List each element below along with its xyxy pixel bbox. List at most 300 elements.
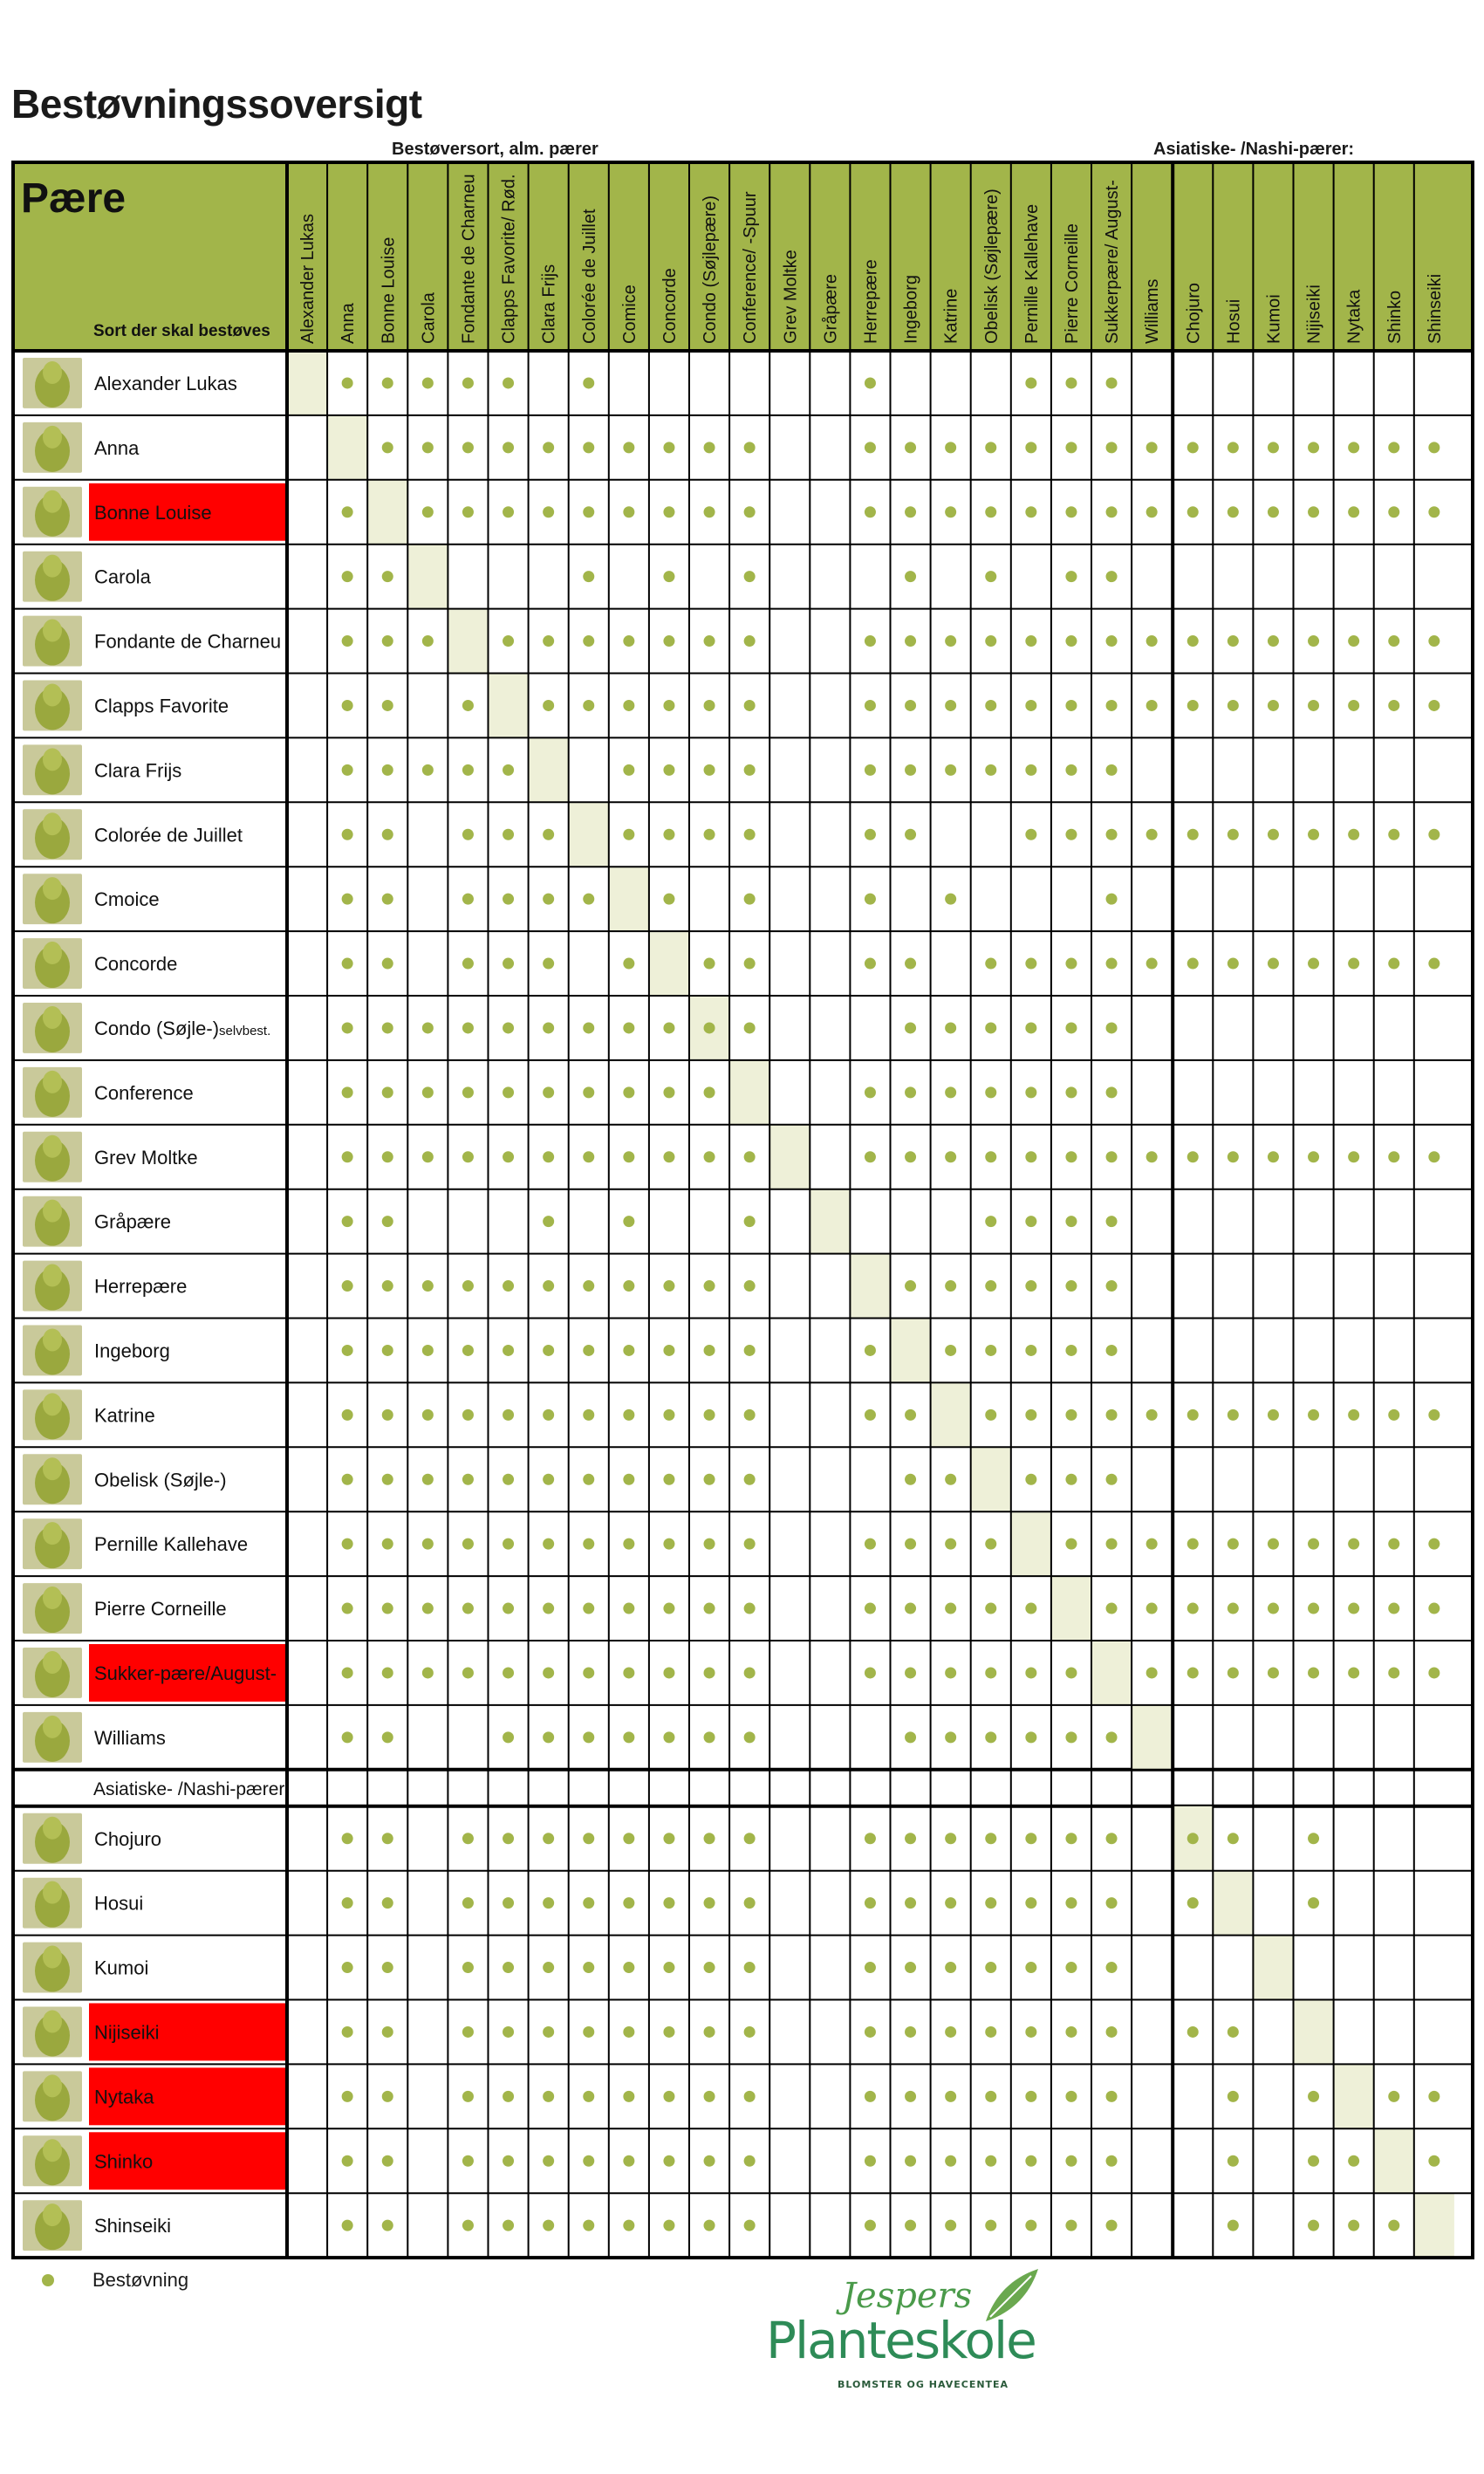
pollination-dot — [1025, 1474, 1036, 1485]
pollination-dot — [422, 635, 434, 647]
pollination-dot — [1065, 1409, 1077, 1421]
pollination-dot — [744, 1539, 756, 1550]
pear-top-icon — [43, 1135, 62, 1158]
pollination-dot — [342, 1022, 353, 1033]
pollination-dot — [663, 894, 674, 905]
pollination-dot — [945, 1962, 956, 1973]
pollination-dot — [865, 1897, 876, 1909]
pollination-dot — [1106, 1086, 1118, 1098]
pollination-dot — [462, 1151, 474, 1162]
pollination-dot — [1106, 1731, 1118, 1743]
pollination-dot — [1268, 1603, 1279, 1614]
pollination-dot — [503, 1280, 514, 1292]
pollination-dot — [503, 1539, 514, 1550]
pollination-dot — [905, 635, 916, 647]
pollination-dot — [1348, 1409, 1359, 1421]
pollination-dot — [543, 1897, 554, 1909]
pollination-dot — [1228, 2091, 1239, 2102]
pollination-dot — [1025, 1345, 1036, 1356]
pollination-dot — [1388, 442, 1399, 453]
pollination-dot — [382, 2091, 393, 2102]
pollination-dot — [865, 1345, 876, 1356]
pollination-dot — [382, 894, 393, 905]
variety-name: Hosui — [94, 1892, 144, 1915]
logo — [759, 2260, 1047, 2417]
pollination-dot — [422, 1022, 434, 1033]
pollination-dot — [583, 1731, 594, 1743]
pollination-dot — [1065, 2026, 1077, 2038]
pollination-dot — [623, 1474, 634, 1485]
pollination-dot — [1106, 1022, 1118, 1033]
pollination-dot — [1106, 764, 1118, 776]
column-label: Alexander Lukas — [298, 214, 318, 344]
pollination-dot — [543, 506, 554, 517]
pollination-dot — [462, 2220, 474, 2231]
pear-top-icon — [43, 1587, 62, 1609]
pollination-dot — [342, 1833, 353, 1844]
pollination-dot — [543, 1962, 554, 1973]
pollination-dot — [462, 1667, 474, 1678]
pollination-dot — [503, 958, 514, 970]
pollination-dot — [1228, 506, 1239, 517]
pollination-dot — [623, 1897, 634, 1909]
pollination-dot — [945, 1897, 956, 1909]
pollination-dot — [945, 1345, 956, 1356]
pollination-dot — [1106, 1539, 1118, 1550]
pollination-dot — [905, 1086, 916, 1098]
pollination-dot — [905, 2091, 916, 2102]
logo-tagline: BLOMSTER OG HAVECENTEA — [838, 2379, 1009, 2390]
pollination-dot — [543, 1474, 554, 1485]
pollination-dot — [623, 1022, 634, 1033]
self-cell — [407, 545, 448, 609]
self-cell — [1253, 1936, 1293, 2000]
variety-photo — [23, 1583, 82, 1634]
pollination-dot — [1348, 635, 1359, 647]
pollination-dot — [543, 1409, 554, 1421]
column-label: Hosui — [1224, 298, 1244, 344]
pollination-dot — [744, 442, 756, 453]
pollination-dot — [583, 506, 594, 517]
pollination-dot — [462, 1345, 474, 1356]
pollination-dot — [1348, 1603, 1359, 1614]
pollination-dot — [342, 1216, 353, 1227]
pear-top-icon — [43, 1457, 62, 1480]
pear-top-icon — [43, 1006, 62, 1029]
pollination-dot — [1308, 1667, 1319, 1678]
variety-photo — [23, 2007, 82, 2058]
pollination-dot — [422, 442, 434, 453]
pollination-dot — [503, 1603, 514, 1614]
pollination-dot — [865, 1151, 876, 1162]
pollination-dot — [543, 700, 554, 711]
column-label: Bonne Louise — [379, 236, 399, 344]
pear-top-icon — [43, 1200, 62, 1223]
pollination-dot — [623, 1151, 634, 1162]
pollination-dot — [663, 700, 674, 711]
column-label: Comice — [619, 284, 639, 344]
pollination-dot — [1065, 700, 1077, 711]
variety-photo — [23, 1878, 82, 1929]
pollination-dot — [744, 1897, 756, 1909]
pollination-dot — [905, 1280, 916, 1292]
pollination-dot — [1106, 1409, 1118, 1421]
pear-top-icon — [43, 426, 62, 449]
pollination-dot — [945, 2155, 956, 2167]
pollination-dot — [422, 1151, 434, 1162]
pollination-dot — [1146, 1151, 1158, 1162]
pollination-dot — [462, 1962, 474, 1973]
pollination-dot — [1065, 1280, 1077, 1292]
pollination-dot — [1025, 829, 1036, 840]
pollination-dot — [945, 1603, 956, 1614]
pollination-dot — [623, 829, 634, 840]
variety-name: Carola — [94, 565, 151, 588]
pollination-dot — [905, 764, 916, 776]
pollination-dot — [985, 1603, 996, 1614]
pollination-dot — [865, 442, 876, 453]
column-label: Nijiseiki — [1304, 284, 1324, 344]
pollination-dot — [462, 442, 474, 453]
pollination-dot — [623, 442, 634, 453]
pollination-dot — [1025, 958, 1036, 970]
column-label: Sukkerpære/ August- — [1103, 180, 1123, 344]
pollination-dot — [382, 1603, 393, 1614]
pollination-dot — [663, 635, 674, 647]
pollination-dot — [503, 2091, 514, 2102]
variety-name: Pierre Corneille — [94, 1598, 227, 1621]
self-cell — [1051, 1576, 1091, 1641]
pollination-dot — [1388, 635, 1399, 647]
pollination-dot — [583, 635, 594, 647]
pollination-dot — [865, 894, 876, 905]
pollination-dot — [543, 894, 554, 905]
pollination-dot — [543, 2220, 554, 2231]
group-label: Asiatiske- /Nashi-pærer: — [93, 1778, 291, 1799]
pollination-dot — [1025, 1086, 1036, 1098]
pollination-dot — [623, 1086, 634, 1098]
pollination-dot — [503, 377, 514, 388]
pollination-dot — [1065, 571, 1077, 582]
pear-top-icon — [43, 1393, 62, 1415]
pollination-dot — [865, 829, 876, 840]
pollination-dot — [1308, 829, 1319, 840]
pollination-dot — [382, 1280, 393, 1292]
pollination-dot — [663, 1345, 674, 1356]
pollination-dot — [1106, 377, 1118, 388]
pollination-dot — [663, 1603, 674, 1614]
pollination-dot — [1187, 1833, 1199, 1844]
variety-name: Sukker-pære/August- — [94, 1662, 277, 1684]
pollination-dot — [1228, 635, 1239, 647]
pollination-dot — [462, 829, 474, 840]
self-cell — [1132, 1705, 1172, 1770]
variety-photo — [23, 616, 82, 667]
pollination-dot — [945, 635, 956, 647]
pollination-dot — [583, 1539, 594, 1550]
pollination-dot — [704, 2026, 715, 2038]
pollination-dot — [744, 1474, 756, 1485]
pollination-dot — [1065, 1474, 1077, 1485]
pollination-dot — [1025, 2026, 1036, 2038]
pollination-dot — [382, 1409, 393, 1421]
pollination-dot — [1146, 1667, 1158, 1678]
self-cell — [489, 674, 529, 738]
pollination-dot — [905, 1962, 916, 1973]
pollination-dot — [503, 1962, 514, 1973]
pollination-dot — [342, 2026, 353, 2038]
pear-top-icon — [43, 1328, 62, 1351]
pollination-dot — [1065, 2155, 1077, 2167]
pollination-dot — [543, 2155, 554, 2167]
variety-name: Clapps Favorite — [94, 695, 229, 717]
pollination-dot — [1025, 2155, 1036, 2167]
pollination-dot — [1106, 571, 1118, 582]
pollination-dot — [663, 1731, 674, 1743]
variety-name: Ingeborg — [94, 1340, 170, 1362]
pollination-dot — [663, 764, 674, 776]
pollination-dot — [744, 2091, 756, 2102]
pollination-dot — [583, 1962, 594, 1973]
pollination-dot — [1228, 700, 1239, 711]
pollination-dot — [422, 1086, 434, 1098]
pollination-dot — [1106, 894, 1118, 905]
pollination-dot — [422, 1409, 434, 1421]
pollination-dot — [1065, 829, 1077, 840]
pollination-dot — [543, 442, 554, 453]
pollination-dot — [865, 2026, 876, 2038]
pollination-dot — [1308, 1833, 1319, 1844]
pear-top-icon — [43, 361, 62, 384]
pollination-dot — [342, 1667, 353, 1678]
self-cell — [931, 1382, 971, 1447]
pollination-dot — [1065, 1086, 1077, 1098]
pollination-dot — [342, 1151, 353, 1162]
pollination-dot — [663, 571, 674, 582]
pollination-dot — [865, 2091, 876, 2102]
pollination-dot — [1065, 958, 1077, 970]
pollination-dot — [382, 1151, 393, 1162]
pollination-dot — [1388, 1539, 1399, 1550]
pollination-dot — [583, 442, 594, 453]
pollination-dot — [945, 700, 956, 711]
pollination-dot — [462, 1539, 474, 1550]
pollination-dot — [985, 1280, 996, 1292]
pollination-dot — [583, 1409, 594, 1421]
pollination-dot — [1025, 377, 1036, 388]
pollination-dot — [583, 1151, 594, 1162]
pollination-dot — [503, 506, 514, 517]
pollination-dot — [985, 2155, 996, 2167]
pollination-dot — [583, 2091, 594, 2102]
pollination-dot — [1065, 1539, 1077, 1550]
pollination-dot — [543, 1280, 554, 1292]
pollination-dot — [704, 1962, 715, 1973]
pollination-dot — [985, 1667, 996, 1678]
pollination-dot — [342, 1603, 353, 1614]
pollination-dot — [1187, 700, 1199, 711]
self-cell — [1374, 2128, 1414, 2193]
pollination-dot — [985, 506, 996, 517]
pollination-dot — [462, 958, 474, 970]
pollination-dot — [1065, 1667, 1077, 1678]
column-label: Conference/ -Spuur — [741, 191, 761, 344]
pollination-dot — [865, 2155, 876, 2167]
pear-top-icon — [43, 1522, 62, 1545]
pollination-dot — [462, 894, 474, 905]
pollination-dot — [1065, 377, 1077, 388]
column-label: Shinko — [1385, 290, 1405, 344]
pollination-dot — [1025, 1216, 1036, 1227]
pollination-dot — [583, 1086, 594, 1098]
pollination-dot — [422, 506, 434, 517]
pollination-dot — [1348, 1151, 1359, 1162]
pollination-dot — [1146, 506, 1158, 517]
variety-photo — [23, 1003, 82, 1053]
pollination-dot — [1228, 442, 1239, 453]
variety-name: Kumoi — [94, 1957, 149, 1979]
row-axis-label: Sort der skal bestøves — [93, 322, 270, 340]
pollination-dot — [583, 894, 594, 905]
pollination-dot — [623, 1539, 634, 1550]
pollination-dot — [1187, 958, 1199, 970]
pollination-dot — [1228, 2220, 1239, 2231]
variety-name: Fondante de Charneu — [94, 630, 282, 653]
pollination-dot — [945, 1539, 956, 1550]
pear-top-icon — [43, 748, 62, 771]
column-label: Colorée de Juillet — [579, 209, 599, 344]
pollination-dot — [704, 1086, 715, 1098]
pollination-dot — [1025, 1022, 1036, 1033]
pollination-dot — [1065, 635, 1077, 647]
column-label: Pierre Corneille — [1062, 223, 1082, 344]
legend — [42, 2269, 188, 2292]
pollination-dot — [623, 1833, 634, 1844]
column-label: Carola — [419, 292, 439, 344]
self-cell — [1294, 2000, 1334, 2065]
pollination-dot — [985, 571, 996, 582]
pollination-dot — [503, 442, 514, 453]
pollination-dot — [1268, 1151, 1279, 1162]
pollination-dot — [704, 764, 715, 776]
variety-photo — [23, 681, 82, 731]
pollination-dot — [985, 1086, 996, 1098]
pollination-dot — [985, 1409, 996, 1421]
pollination-dot — [1106, 1216, 1118, 1227]
variety-name: Williams — [94, 1726, 166, 1749]
pollination-dot — [1308, 1151, 1319, 1162]
pollination-dot — [503, 894, 514, 905]
pollination-dot — [1268, 1667, 1279, 1678]
variety-name: Shinseiki — [94, 2215, 172, 2238]
pollination-dot — [704, 1022, 715, 1033]
pollination-dot — [1388, 2220, 1399, 2231]
pollination-dot — [1025, 442, 1036, 453]
legend-label: Bestøvning — [92, 2269, 189, 2291]
pollination-dot — [382, 1086, 393, 1098]
variety-name: Katrine — [94, 1404, 155, 1427]
pollination-dot — [1065, 764, 1077, 776]
pollination-dot — [1106, 2220, 1118, 2231]
pollination-dot — [1065, 1022, 1077, 1033]
pollination-dot — [865, 635, 876, 647]
self-cell — [649, 931, 689, 996]
pollination-dot — [342, 2091, 353, 2102]
column-label: Grev Moltke — [781, 250, 801, 344]
pollination-dot — [1106, 1897, 1118, 1909]
pollination-dot — [744, 1151, 756, 1162]
pollination-dot — [1065, 2091, 1077, 2102]
pollination-dot — [945, 2026, 956, 2038]
pollination-dot — [905, 1897, 916, 1909]
pollination-dot — [583, 1280, 594, 1292]
column-label: Pernille Kallehave — [1022, 203, 1042, 344]
pollination-dot — [1065, 506, 1077, 517]
pollination-dot — [1428, 700, 1440, 711]
pollination-dot — [663, 506, 674, 517]
pollination-dot — [744, 1409, 756, 1421]
variety-name: Pernille Kallehave — [94, 1533, 249, 1556]
pollination-dot — [543, 1216, 554, 1227]
pollination-dot — [382, 2220, 393, 2231]
pollination-dot — [422, 1474, 434, 1485]
variety-photo — [23, 809, 82, 860]
column-label: Clapps Favorite/ Rød. — [499, 174, 519, 344]
pollination-dot — [623, 1409, 634, 1421]
pollination-dot — [945, 1022, 956, 1033]
pear-top-icon — [43, 1716, 62, 1738]
variety-photo — [23, 1813, 82, 1864]
pollination-dot — [865, 377, 876, 388]
pollination-dot — [422, 377, 434, 388]
pollination-dot — [1106, 1833, 1118, 1844]
variety-name: Cmoice — [94, 888, 160, 911]
pollination-dot — [1187, 506, 1199, 517]
pollination-dot — [1065, 1345, 1077, 1356]
page-title: Bestøvningssoversigt — [11, 81, 422, 127]
pollination-dot — [1308, 1409, 1319, 1421]
pollination-dot — [704, 1731, 715, 1743]
pollination-dot — [663, 1667, 674, 1678]
self-cell — [529, 737, 569, 802]
pollination-dot — [704, 506, 715, 517]
pollination-dot — [985, 1151, 996, 1162]
column-label: Chojuro — [1184, 282, 1204, 344]
pollination-dot — [1428, 1151, 1440, 1162]
variety-name: Concorde — [94, 953, 178, 976]
pollination-dot — [1428, 442, 1440, 453]
pollination-dot — [704, 1603, 715, 1614]
pollination-dot — [342, 2220, 353, 2231]
pollination-dot — [382, 635, 393, 647]
pollination-dot — [1025, 1667, 1036, 1678]
pollination-dot — [704, 1539, 715, 1550]
self-cell — [287, 351, 327, 415]
pollination-dot — [1348, 2155, 1359, 2167]
pollination-dot — [704, 1151, 715, 1162]
pollination-dot — [1268, 506, 1279, 517]
pollination-dot — [1146, 1409, 1158, 1421]
pollination-dot — [462, 1086, 474, 1098]
column-label: Fondante de Charneu — [459, 174, 479, 344]
pollination-dot — [623, 2026, 634, 2038]
pollination-dot — [1106, 1280, 1118, 1292]
pollination-dot — [663, 1833, 674, 1844]
pollination-dot — [503, 1474, 514, 1485]
pollination-dot — [382, 442, 393, 453]
column-label: Ingeborg — [901, 275, 921, 344]
pollination-dot — [704, 442, 715, 453]
